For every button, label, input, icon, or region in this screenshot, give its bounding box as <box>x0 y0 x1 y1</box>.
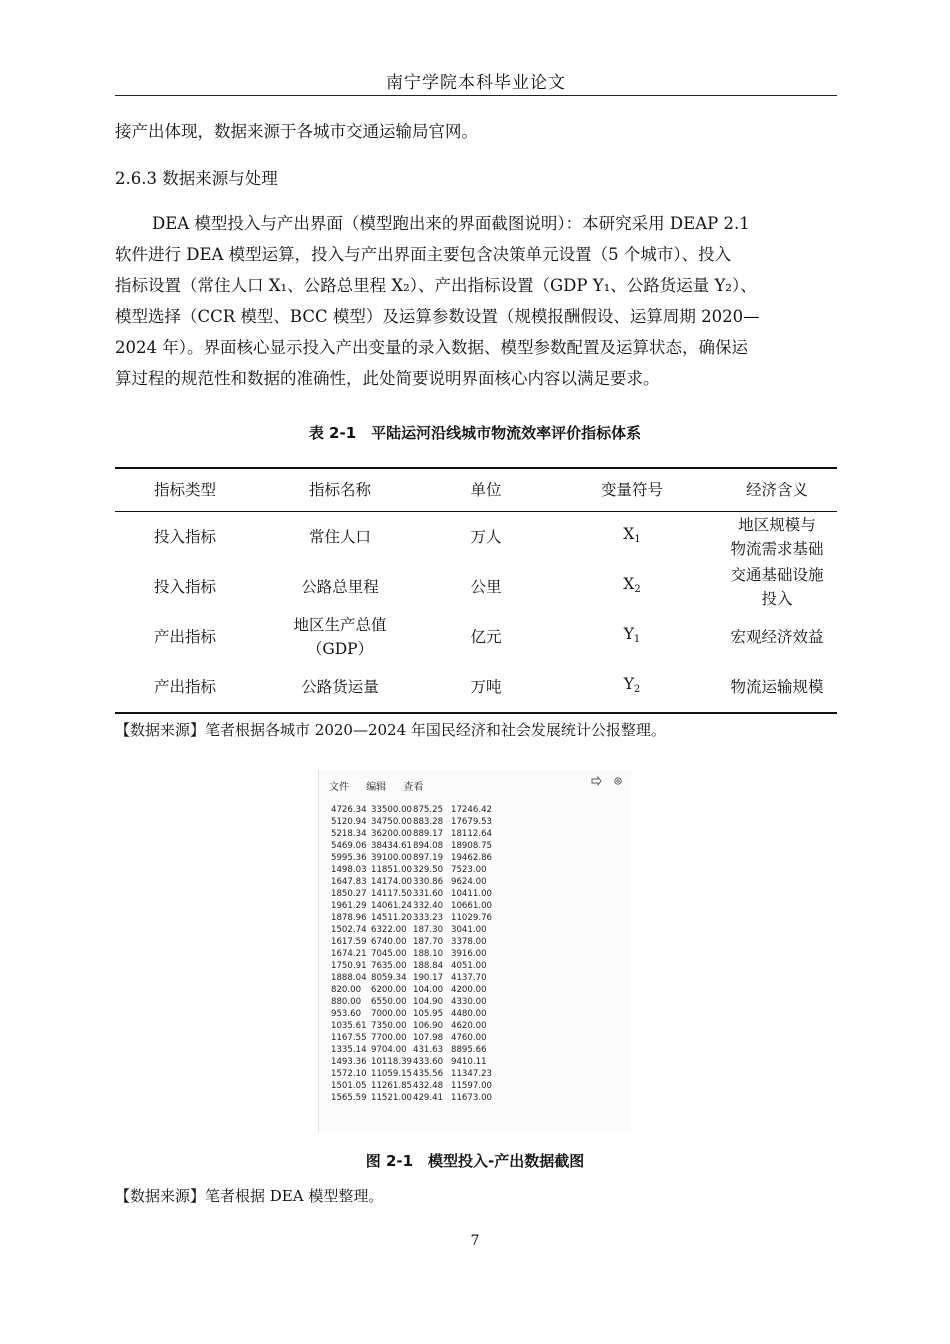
cell-type: 产出指标 <box>115 662 255 713</box>
data-value: 8059.34 <box>371 973 407 983</box>
data-value: 14117.50 <box>371 889 413 899</box>
data-value: 894.08 <box>413 841 444 851</box>
symbol-subscript: 1 <box>634 534 641 545</box>
screenshot-menubar <box>329 778 437 793</box>
cell-unit: 万人 <box>470 528 502 546</box>
screenshot-data-rows <box>331 804 511 1104</box>
data-value: 1502.74 <box>331 925 367 935</box>
data-value: 5218.34 <box>331 829 367 839</box>
meaning-line: 物流运输规模 <box>730 678 824 696</box>
data-value: 187.30 <box>413 925 444 935</box>
data-value: 432.48 <box>413 1081 444 1091</box>
data-value: 1501.05 <box>331 1081 367 1091</box>
data-value: 8895.66 <box>451 1045 487 1055</box>
data-row <box>331 984 511 996</box>
share-icon <box>591 776 606 789</box>
data-value: 9624.00 <box>451 877 487 887</box>
data-value: 4620.00 <box>451 1021 487 1031</box>
data-row <box>331 1056 511 1068</box>
data-value: 105.95 <box>413 1009 444 1019</box>
data-value: 5120.94 <box>331 817 367 827</box>
data-value: 7635.00 <box>371 961 407 971</box>
table-caption: 表 2-1 平陆运河沿线城市物流效率评价指标体系 <box>308 424 642 442</box>
data-value: 953.60 <box>331 1009 362 1019</box>
page-number: 7 <box>470 1233 480 1249</box>
data-value: 10118.39 <box>371 1057 413 1067</box>
data-value: 3916.00 <box>451 949 487 959</box>
data-value: 107.98 <box>413 1033 444 1043</box>
menu-file: 文件 <box>329 782 349 793</box>
header-cell: 指标类型 <box>115 468 255 512</box>
paragraph-line: 模型选择（CCR 模型、BCC 模型）及运算参数设置（规模报酬假设、运算周期 2020— <box>115 307 760 326</box>
data-value: 1961.29 <box>331 901 367 911</box>
data-value: 17246.42 <box>451 805 493 815</box>
page-header: 南宁学院本科毕业论文 <box>386 73 566 93</box>
data-value: 1647.83 <box>331 877 367 887</box>
data-row <box>331 852 511 864</box>
data-value: 875.25 <box>413 805 444 815</box>
name-line: 地区生产总值 <box>293 616 387 634</box>
cell-meaning <box>717 512 837 563</box>
data-value: 17679.53 <box>451 817 493 827</box>
data-value: 187.70 <box>413 937 444 947</box>
menu-view: 查看 <box>403 782 424 793</box>
symbol: X <box>623 525 635 543</box>
data-row <box>331 948 511 960</box>
data-row <box>331 876 511 888</box>
meaning-line: 地区规模与 <box>738 516 816 534</box>
cell-symbol <box>547 612 717 662</box>
header-cell: 单位 <box>425 468 547 512</box>
table-header-row <box>115 468 837 512</box>
header-cell: 经济含义 <box>717 468 837 512</box>
paragraph-line: 指标设置（常住人口 X₁、公路总里程 X₂）、产出指标设置（GDP Y₁、公路货运量 Y₂）、 <box>115 276 757 295</box>
meaning-line: 物流需求基础 <box>730 540 824 558</box>
cell-name <box>255 562 425 612</box>
paragraph-line: DEA 模型投入与产出界面（模型跑出来的界面截图说明）：本研究采用 DEAP 2.1 <box>152 214 750 233</box>
table-row <box>115 562 837 612</box>
paragraph-line: 2024 年）。界面核心显示投入产出变量的录入数据、模型参数配置及运算状态，确保运 <box>115 338 748 357</box>
data-value: 106.90 <box>413 1021 444 1031</box>
data-value: 7700.00 <box>371 1033 407 1043</box>
data-value: 6550.00 <box>371 997 407 1007</box>
data-value: 1617.59 <box>331 937 367 947</box>
data-value: 36200.00 <box>371 829 413 839</box>
data-value: 33500.00 <box>371 805 413 815</box>
data-value: 1572.10 <box>331 1069 367 1079</box>
meaning-line: 宏观经济效益 <box>730 628 824 646</box>
data-value: 6740.00 <box>371 937 407 947</box>
cell-unit: 亿元 <box>470 628 502 646</box>
data-value: 188.10 <box>413 949 444 959</box>
data-value: 4200.00 <box>451 985 487 995</box>
cell-name <box>255 662 425 713</box>
symbol: X <box>623 575 635 593</box>
cell-symbol <box>547 512 717 563</box>
data-value: 188.84 <box>413 961 444 971</box>
data-value: 880.00 <box>331 997 362 1007</box>
data-value: 5995.36 <box>331 853 367 863</box>
data-value: 11059.15 <box>371 1069 413 1079</box>
data-value: 4137.70 <box>451 973 487 983</box>
table-row <box>115 612 837 662</box>
data-value: 104.00 <box>413 985 444 995</box>
meaning-line: 交通基础设施 <box>730 566 824 584</box>
data-value: 11347.23 <box>451 1069 493 1079</box>
data-value: 9410.11 <box>451 1057 487 1067</box>
data-value: 1878.96 <box>331 913 367 923</box>
data-value: 7045.00 <box>371 949 407 959</box>
data-value: 14174.00 <box>371 877 413 887</box>
data-value: 104.90 <box>413 997 444 1007</box>
data-row <box>331 912 511 924</box>
data-value: 11521.00 <box>371 1093 413 1103</box>
cell-type: 投入指标 <box>153 528 216 546</box>
indicator-table <box>115 467 837 714</box>
data-row <box>331 864 511 876</box>
table-row <box>115 662 837 713</box>
cell-meaning <box>717 662 837 713</box>
data-value: 7000.00 <box>371 1009 407 1019</box>
header-cell: 指标名称 <box>255 468 425 512</box>
data-value: 7350.00 <box>371 1021 407 1031</box>
data-value: 9704.00 <box>371 1045 407 1055</box>
data-value: 39100.00 <box>371 853 413 863</box>
name-line: 公路总里程 <box>301 578 379 596</box>
data-value: 820.00 <box>331 985 362 995</box>
data-value: 6322.00 <box>371 925 407 935</box>
data-value: 429.41 <box>413 1093 444 1103</box>
cell-unit: 公里 <box>470 578 502 596</box>
data-value: 1167.55 <box>331 1033 367 1043</box>
data-value: 4760.00 <box>451 1033 487 1043</box>
data-row <box>331 1068 511 1080</box>
data-row <box>331 888 511 900</box>
data-value: 11261.85 <box>371 1081 413 1091</box>
data-value: 34750.00 <box>371 817 413 827</box>
data-value: 1035.61 <box>331 1021 367 1031</box>
data-value: 331.60 <box>413 889 444 899</box>
data-value: 1750.91 <box>331 961 367 971</box>
header-rule <box>115 95 837 96</box>
table-source-note: 【数据来源】笔者根据各城市 2020—2024 年国民经济和社会发展统计公报整理。 <box>115 721 666 739</box>
paragraph-line: 软件进行 DEA 模型运算，投入与产出界面主要包含决策单元设置（5 个城市）、投入 <box>115 245 732 264</box>
data-value: 435.56 <box>413 1069 444 1079</box>
cell-name <box>255 612 425 662</box>
data-row <box>331 1080 511 1092</box>
figure-caption: 图 2-1 模型投入-产出数据截图 <box>365 1152 585 1170</box>
data-row <box>331 960 511 972</box>
data-row <box>331 972 511 984</box>
data-value: 1850.27 <box>331 889 367 899</box>
cell-unit: 万吨 <box>425 662 547 713</box>
data-value: 190.17 <box>413 973 444 983</box>
data-value: 14511.20 <box>371 913 413 923</box>
data-value: 333.23 <box>413 913 444 923</box>
data-row <box>331 1032 511 1044</box>
screenshot-tools <box>583 776 624 789</box>
symbol: Y <box>623 625 634 643</box>
data-value: 4726.34 <box>331 805 367 815</box>
data-value: 332.40 <box>413 901 444 911</box>
meaning-line: 投入 <box>761 590 793 608</box>
data-value: 5469.06 <box>331 841 367 851</box>
name-line: （GDP） <box>306 640 374 658</box>
symbol-subscript: 2 <box>633 684 641 695</box>
cell-type: 产出指标 <box>153 628 216 646</box>
data-row <box>331 1044 511 1056</box>
data-row <box>331 996 511 1008</box>
cell-name <box>255 512 425 563</box>
intro-line: 接产出体现，数据来源于各城市交通运输局官网。 <box>115 122 478 141</box>
data-value: 18112.64 <box>451 829 493 839</box>
cell-meaning <box>717 612 837 662</box>
data-row <box>331 804 511 816</box>
cell-symbol <box>547 562 717 612</box>
data-value: 4480.00 <box>451 1009 487 1019</box>
cell-type: 投入指标 <box>153 578 216 596</box>
data-row <box>331 816 511 828</box>
data-value: 3041.00 <box>451 925 487 935</box>
menu-edit: 编辑 <box>366 782 387 793</box>
paragraph-line: 算过程的规范性和数据的准确性，此处简要说明界面核心内容以满足要求。 <box>115 369 660 388</box>
notepad-screenshot <box>318 770 631 1132</box>
data-value: 6200.00 <box>371 985 407 995</box>
data-row <box>331 924 511 936</box>
data-value: 14061.24 <box>371 901 413 911</box>
data-row <box>331 936 511 948</box>
cell-meaning <box>717 562 837 612</box>
data-value: 11029.76 <box>451 913 493 923</box>
data-value: 11597.00 <box>451 1081 493 1091</box>
data-value: 4330.00 <box>451 997 487 1007</box>
data-value: 11673.00 <box>451 1093 493 1103</box>
symbol-subscript: 1 <box>633 634 641 645</box>
data-value: 889.17 <box>413 829 444 839</box>
data-row <box>331 828 511 840</box>
data-value: 3378.00 <box>451 937 487 947</box>
data-row <box>331 1020 511 1032</box>
data-value: 433.60 <box>413 1057 444 1067</box>
data-value: 10661.00 <box>451 901 493 911</box>
data-value: 18908.75 <box>451 841 493 851</box>
data-value: 1888.04 <box>331 973 367 983</box>
data-value: 897.19 <box>413 853 444 863</box>
figure-source-note: 【数据来源】笔者根据 DEA 模型整理。 <box>115 1187 384 1205</box>
data-value: 1335.14 <box>331 1045 367 1055</box>
data-value: 1565.59 <box>331 1093 367 1103</box>
data-value: 1493.36 <box>331 1057 367 1067</box>
name-line: 常住人口 <box>308 528 371 546</box>
data-value: 19462.86 <box>451 853 493 863</box>
data-value: 883.28 <box>413 817 444 827</box>
data-row <box>331 840 511 852</box>
gear-icon <box>613 776 623 789</box>
data-row <box>331 1092 511 1104</box>
data-value: 7523.00 <box>451 865 487 875</box>
data-value: 10411.00 <box>451 889 493 899</box>
data-value: 1498.03 <box>331 865 367 875</box>
data-value: 431.63 <box>413 1045 444 1055</box>
data-value: 329.50 <box>413 865 444 875</box>
data-value: 1674.21 <box>331 949 367 959</box>
data-value: 38434.61 <box>371 841 413 851</box>
data-row <box>331 1008 511 1020</box>
symbol: Y <box>623 675 634 693</box>
section-heading: 2.6.3 数据来源与处理 <box>115 169 278 188</box>
symbol-subscript: 2 <box>634 584 641 595</box>
data-value: 330.86 <box>413 877 444 887</box>
header-cell: 变量符号 <box>547 468 717 512</box>
name-line: 公路货运量 <box>301 678 379 696</box>
data-value: 11851.00 <box>371 865 413 875</box>
cell-symbol <box>547 662 717 713</box>
table-row <box>115 512 837 563</box>
data-value: 4051.00 <box>451 961 487 971</box>
data-row <box>331 900 511 912</box>
